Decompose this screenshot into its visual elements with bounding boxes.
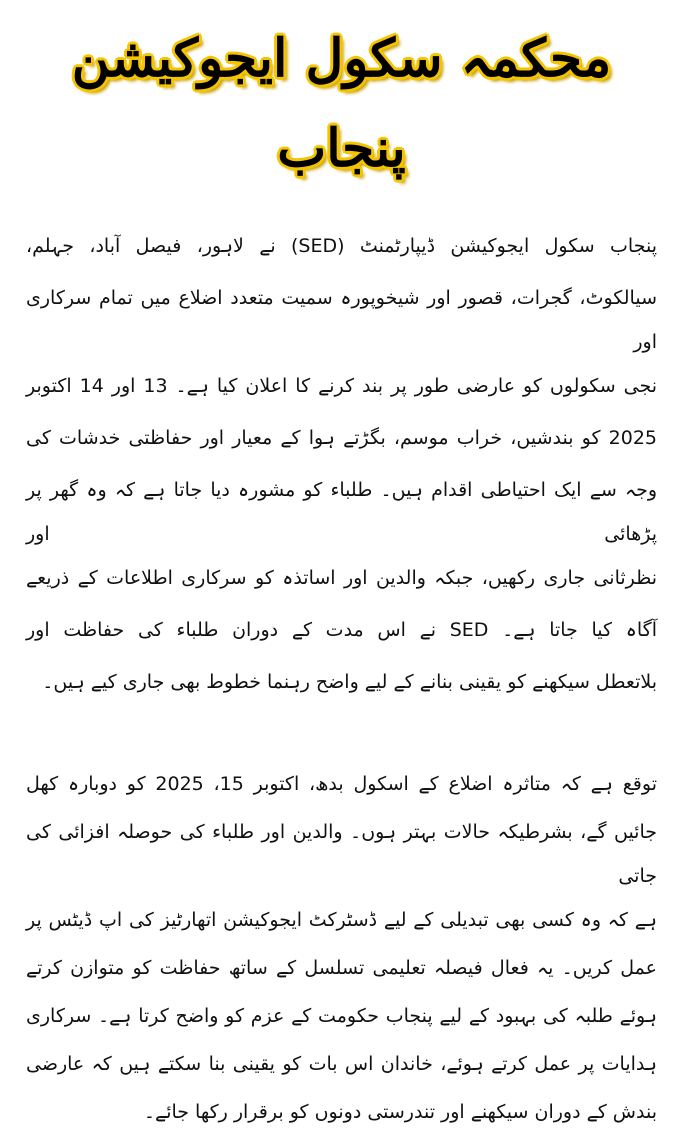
text-line: نجی سکولوں کو عارضی طور پر بند کرنے کا اعلان کیا ہے۔ 13 اور 14 اکتوبر bbox=[26, 375, 657, 397]
paragraph-closure-announcement bbox=[26, 224, 657, 712]
text-line: ہے کہ وہ کسی بھی تبدیلی کے لیے ڈسٹرکٹ ایجوکیشن اتھارٹیز کی اپ ڈیٹس پر bbox=[26, 909, 657, 931]
text-line: پنجاب سکول ایجوکیشن ڈیپارٹمنٹ (SED) نے لاہور، فیصل آباد، جہلم، bbox=[26, 235, 658, 257]
text-line: سیالکوٹ، گجرات، قصور اور شیخوپورہ سمیت متعدد اضلاع میں تمام سرکاری اور bbox=[26, 287, 657, 353]
text-line: توقع ہے کہ متاثرہ اضلاع کے اسکول بدھ، اکتوبر 15، 2025 کو دوبارہ کھل bbox=[26, 773, 657, 795]
paragraph-reopening bbox=[26, 762, 657, 1138]
text-line: آگاہ کیا جاتا ہے۔ SED نے اس مدت کے دوران طلباء کی حفاظت اور bbox=[26, 619, 658, 641]
text-line: 2025 کو بندشیں، خراب موسم، بگڑتے ہوا کے معیار اور حفاظتی خدشات کی bbox=[26, 427, 657, 449]
text-line: عمل کریں۔ یہ فعال فیصلہ تعلیمی تسلسل کے ساتھ حفاظت کو متوازن کرتے bbox=[26, 957, 657, 979]
text-line: ہدایات پر عمل کرتے ہوئے، خاندان اس بات کو یقینی بنا سکتے ہیں کہ عارضی bbox=[26, 1053, 657, 1075]
text-line: ہوئے طلبہ کی بہبود کے لیے پنجاب حکومت کے عزم کو واضح کرتا ہے۔ سرکاری bbox=[26, 1005, 657, 1027]
text-line: وجہ سے ایک احتیاطی اقدام ہیں۔ طلباء کو مشورہ دیا جاتا ہے کہ وہ گھر پر پڑھائی اور bbox=[26, 479, 657, 545]
text-line: جائیں گے، بشرطیکہ حالات بہتر ہوں۔ والدین اور طلباء کی حوصلہ افزائی کی جاتی bbox=[26, 821, 657, 887]
page-title: محکمہ سکول ایجوکیشن پنجاب bbox=[71, 28, 612, 179]
text-line: بندش کے دوران سیکھنے اور تندرستی دونوں کو برقرار رکھا جائے۔ bbox=[143, 1101, 657, 1123]
text-line: بلاتعطل سیکھنے کو یقینی بنانے کے لیے واضح رہنما خطوط بھی جاری کیے ہیں۔ bbox=[42, 671, 657, 693]
text-line: نظرثانی جاری رکھیں، جبکہ والدین اور اساتذہ کو سرکاری اطلاعات کے ذریعے bbox=[26, 567, 657, 589]
